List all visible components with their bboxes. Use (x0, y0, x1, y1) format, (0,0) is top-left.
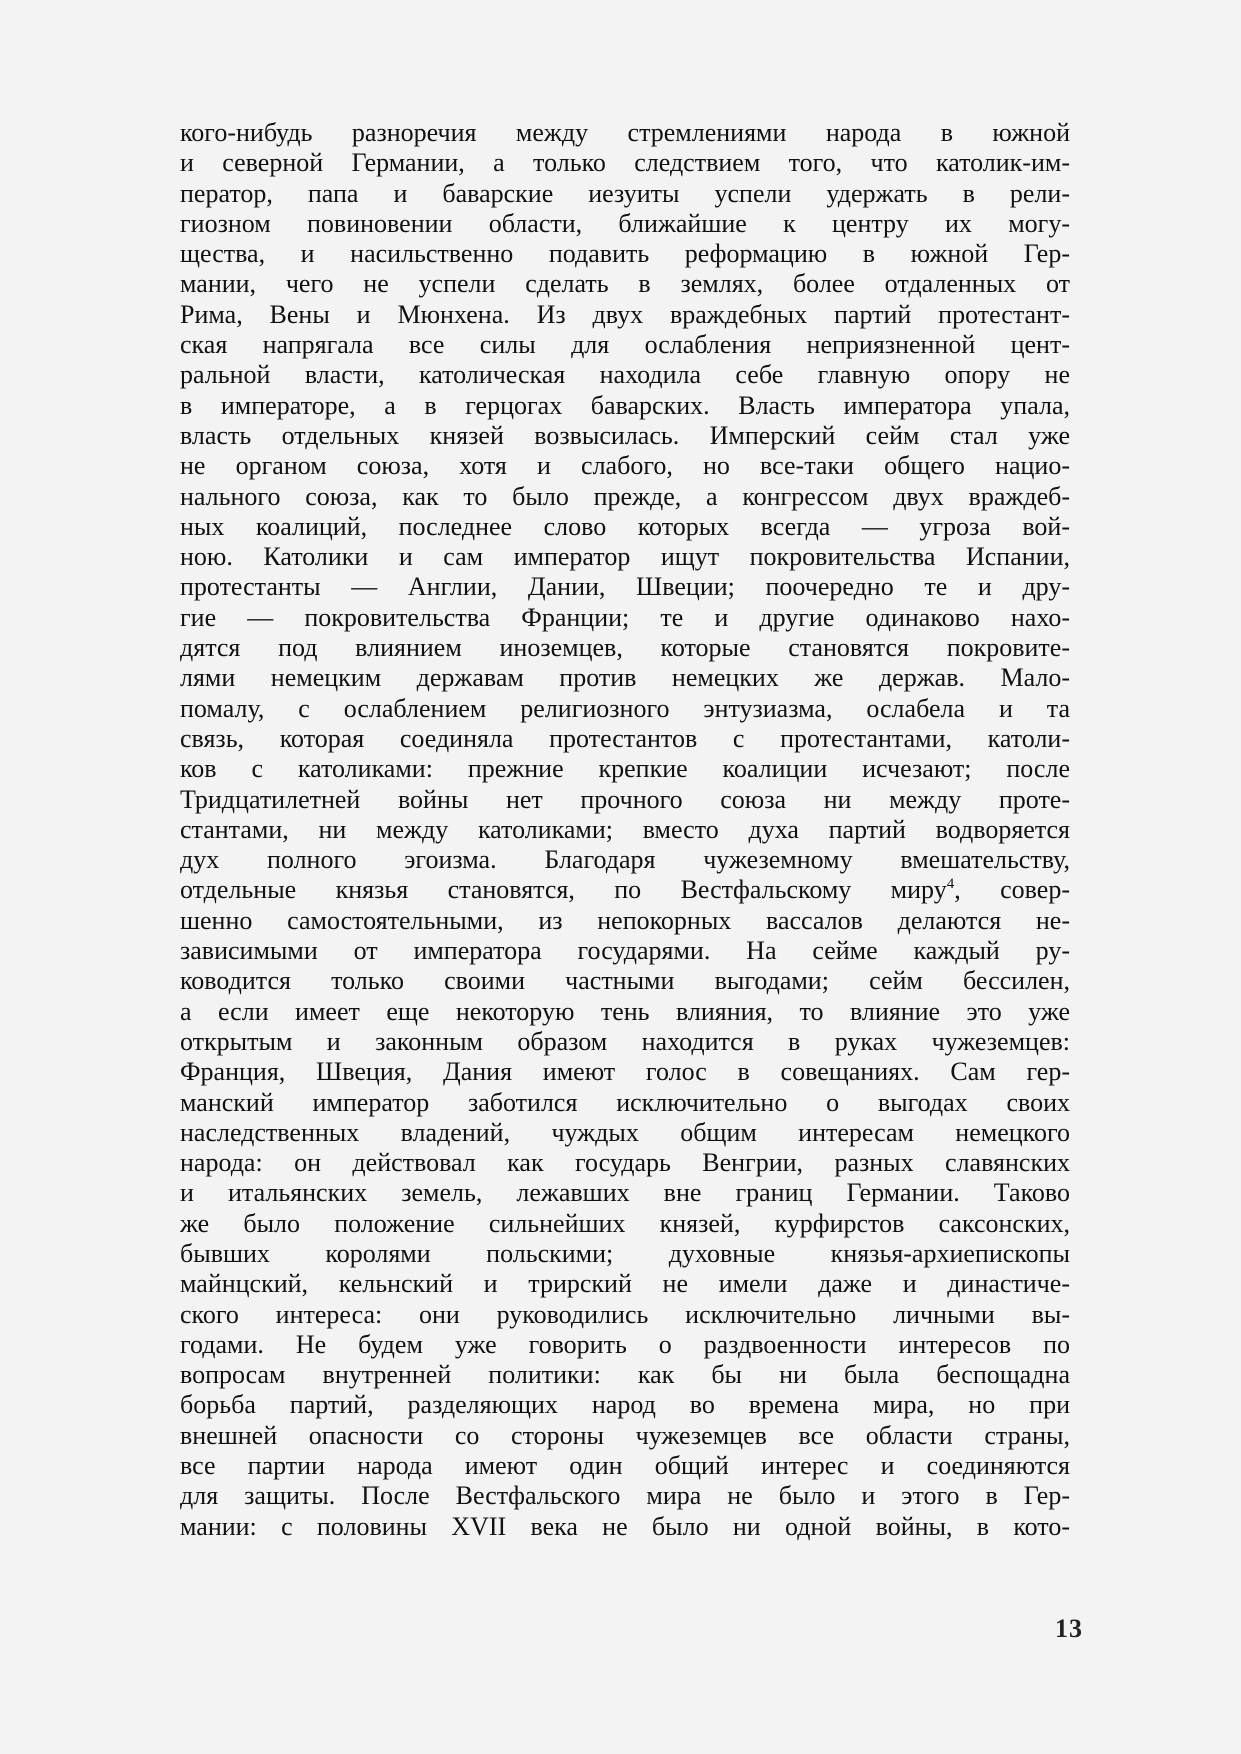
text-line-26-start: отдельные князья становятся, по Вестфальскому миру (180, 875, 947, 905)
text-line-42: вопросам внутренней политики: как бы ни была беспощадна (180, 1360, 1070, 1390)
text-line-18: дятся под влиянием иноземцев, которые становятся покровите- (180, 633, 1070, 663)
text-line-47: мании: с половины XVII века не было ни одной войны, в кото- (180, 1511, 1070, 1541)
text-line-5: щества, и насильственно подавить реформацию в южной Гер- (180, 239, 1070, 269)
text-line-11: власть отдельных князей возвысилась. Имперский сейм стал уже (180, 420, 1070, 450)
text-line-31: открытым и законным образом находится в руках чужеземцев: (180, 1026, 1070, 1056)
text-line-25: дух полного эгоизма. Благодаря чужеземному вмешательству, (180, 845, 1070, 875)
text-line-23: Тридцатилетней войны нет прочного союза ни между проте- (180, 784, 1070, 814)
text-line-10: в императоре, а в герцогах баварских. Власть императора упала, (180, 390, 1070, 420)
text-line-21: связь, которая соединяла протестантов с протестантами, католи- (180, 723, 1070, 753)
text-line-27: шенно самостоятельными, из непокорных вассалов делаются не- (180, 905, 1070, 935)
text-line-17: гие — покровительства Франции; те и другие одинаково нахо- (180, 602, 1070, 632)
text-line-6: мании, чего не успели сделать в землях, более отдаленных от (180, 269, 1070, 299)
text-line-16: протестанты — Англии, Дании, Швеции; поочередно те и дру- (180, 572, 1070, 602)
text-line-33: манский император заботился исключительно о выгодах своих (180, 1087, 1070, 1117)
text-line-20: помалу, с ослаблением религиозного энтузиазма, ослабела и та (180, 693, 1070, 723)
text-line-22: ков с католиками: прежние крепкие коалиции исчезают; после (180, 754, 1070, 784)
text-line-44: внешней опасности со стороны чужеземцев все области страны, (180, 1420, 1070, 1450)
text-line-3: ператор, папа и баварские иезуиты успели удержать в рели- (180, 178, 1070, 208)
text-line-36: и итальянских земель, лежавших вне границ Германии. Таково (180, 1178, 1070, 1208)
text-line-28: зависимыми от императора государями. На сейме каждый ру- (180, 936, 1070, 966)
text-line-39: майнцский, кельнский и трирский не имели даже и династиче- (180, 1269, 1070, 1299)
text-line-15: ною. Католики и сам император ищут покровительства Испании, (180, 542, 1070, 572)
text-line-38: бывших королями польскими; духовные князья-архиепископы (180, 1238, 1070, 1268)
text-line-1: кого-нибудь разноречия между стремлениями народа в южной (180, 118, 1070, 147)
text-line-30: а если имеет еще некоторую тень влияния, то влияние это уже (180, 996, 1070, 1026)
text-line-24: стантами, ни между католиками; вместо духа партий водворяется (180, 814, 1070, 844)
body-text (180, 118, 1070, 1542)
text-line-14: ных коалиций, последнее слово которых всегда — угроза вой- (180, 511, 1070, 541)
text-line-4: гиозном повиновении области, ближайшие к центру их могу- (180, 208, 1070, 238)
text-line-34: наследственных владений, чуждых общим интересам немецкого (180, 1117, 1070, 1147)
text-line-2: и северной Германии, а только следствием того, что католик-им- (180, 148, 1070, 178)
text-line-40: ского интереса: они руководились исключительно личными вы- (180, 1299, 1070, 1329)
text-line-41: годами. Не будем уже говорить о раздвоенности интересов по (180, 1329, 1070, 1359)
page-number: 13 (1055, 1614, 1083, 1643)
text-line-46: для защиты. После Вестфальского мира не было и этого в Гер- (180, 1481, 1070, 1511)
text-line-26-end: , совер- (954, 875, 1070, 905)
text-line-37: же было положение сильнейших князей, курфирстов саксонских, (180, 1208, 1070, 1238)
text-line-12: не органом союза, хотя и слабого, но все-таки общего нацио- (180, 451, 1070, 481)
text-line-45: все партии народа имеют один общий интерес и соединяются (180, 1451, 1070, 1481)
text-line-8: ская напрягала все силы для ослабления неприязненной цент- (180, 330, 1070, 360)
text-line-26-with-footnote (180, 875, 1070, 905)
text-line-32: Франция, Швеция, Дания имеют голос в совещаниях. Сам гер- (180, 1057, 1070, 1087)
text-line-13: нального союза, как то было прежде, а конгрессом двух враждеб- (180, 481, 1070, 511)
text-line-9: ральной власти, католическая находила себе главную опору не (180, 360, 1070, 390)
text-line-29: ководится только своими частными выгодами; сейм бессилен, (180, 966, 1070, 996)
text-line-19: лями немецким державам против немецких же держав. Мало- (180, 663, 1070, 693)
text-line-7: Рима, Вены и Мюнхена. Из двух враждебных партий протестант- (180, 299, 1070, 329)
footnote-marker[interactable]: 4 (946, 876, 955, 893)
text-line-35: народа: он действовал как государь Венгрии, разных славянских (180, 1148, 1070, 1178)
text-line-43: борьба партий, разделяющих народ во времена мира, но при (180, 1390, 1070, 1420)
